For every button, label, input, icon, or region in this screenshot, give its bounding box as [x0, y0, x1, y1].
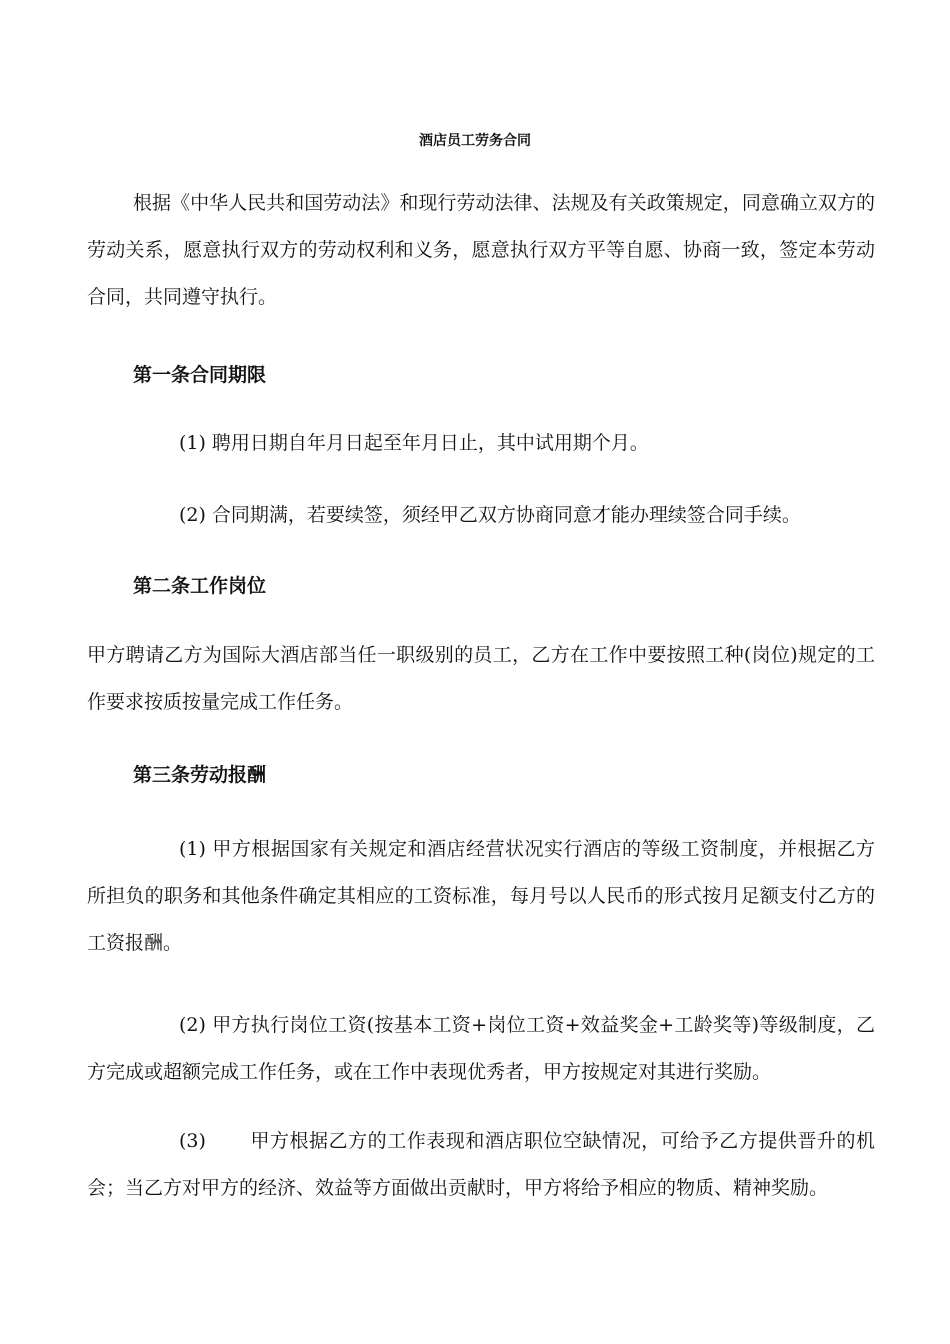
item-number: (3): [179, 1130, 206, 1152]
item-text: 甲方执行岗位工资(按基本工资+岗位工资+效益奖金+工龄奖等)等级制度，乙方完成或超额完成工作任务，或在工作中表现优秀者，甲方按规定对其进行奖励。: [87, 1014, 875, 1083]
item-text: 聘用日期自年月日起至年月日止，其中试用期个月。: [211, 432, 649, 454]
section1-item2: [87, 492, 875, 539]
section2-heading: 第二条工作岗位: [133, 575, 267, 597]
item-number: (1): [179, 838, 206, 860]
section3-heading: 第三条劳动报酬: [133, 764, 267, 786]
item-text: 甲方根据乙方的工作表现和酒店职位空缺情况，可给予乙方提供晋升的机会；当乙方对甲方的经济、效益等方面做出贡献时，甲方将给予相应的物质、精神奖励。: [87, 1130, 875, 1199]
document-title: 酒店员工劳务合同: [419, 133, 531, 149]
section3-item1: [87, 826, 875, 967]
item-number: (1): [179, 432, 206, 454]
item-text: 合同期满，若要续签，须经甲乙双方协商同意才能办理续签合同手续。: [211, 504, 801, 526]
section1-heading: 第一条合同期限: [133, 364, 267, 386]
section3-item2: [87, 1002, 875, 1096]
item-number: (2): [179, 1014, 206, 1036]
item-text: 甲方根据国家有关规定和酒店经营状况实行酒店的等级工资制度，并根据乙方所担负的职务和其他条件确定其相应的工资标准，每月号以人民币的形式按月足额支付乙方的工资报酬。: [87, 838, 875, 954]
section1-item1: [87, 420, 875, 467]
intro-paragraph: 根据《中华人民共和国劳动法》和现行劳动法律、法规及有关政策规定，同意确立双方的劳动关系，愿意执行双方的劳动权利和义务，愿意执行双方平等自愿、协商一致，签定本劳动合同，共同遵守执行。: [87, 192, 875, 308]
section2-body: 甲方聘请乙方为国际大酒店部当任一职级别的员工，乙方在工作中要按照工种(岗位)规定的工作要求按质按量完成工作任务。: [87, 644, 875, 713]
section3-item3: [87, 1118, 875, 1212]
item-number: (2): [179, 504, 206, 526]
